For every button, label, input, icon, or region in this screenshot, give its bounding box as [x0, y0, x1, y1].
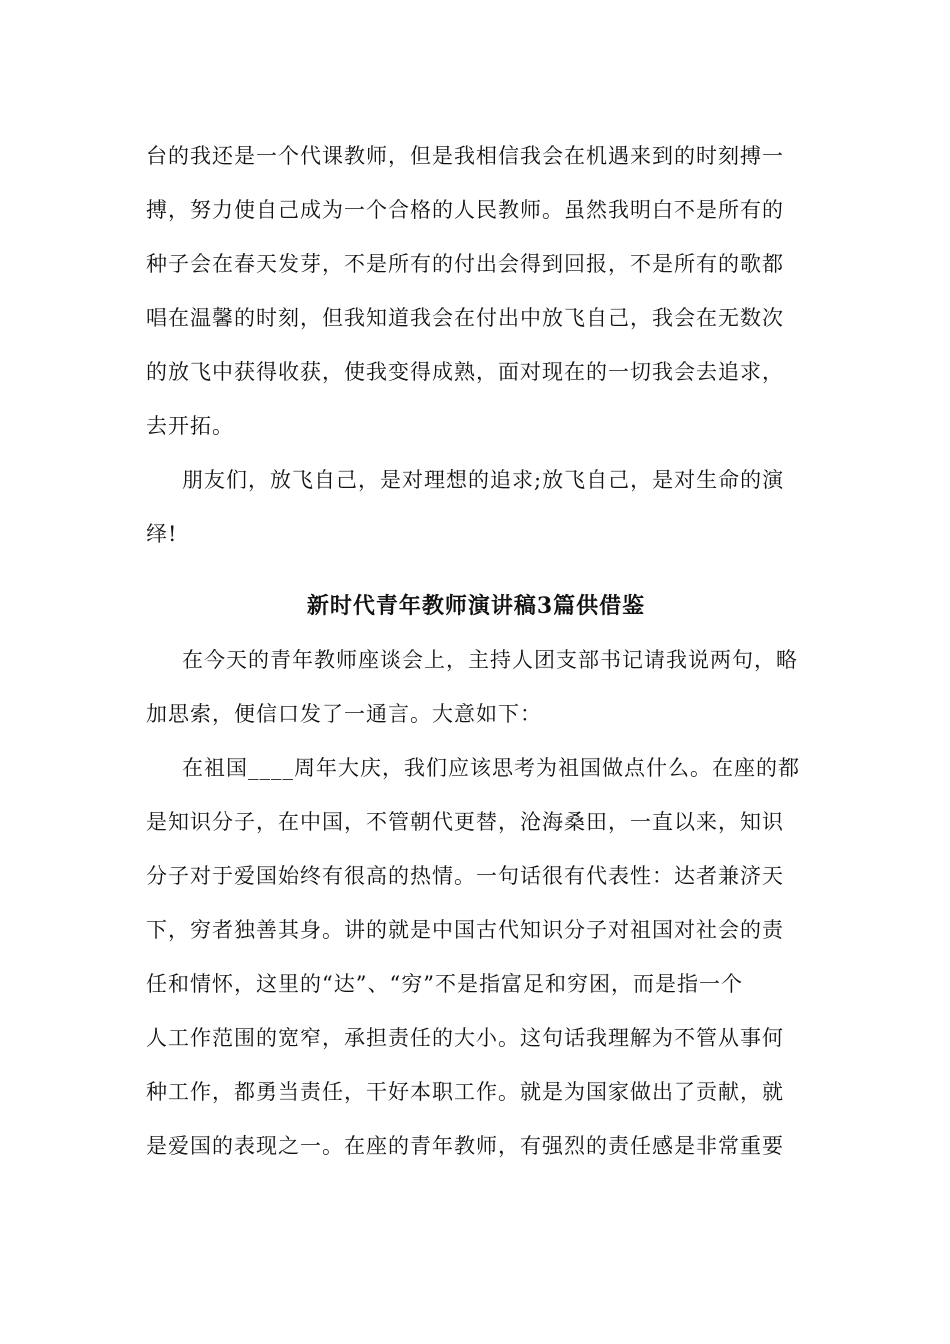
- text-line: 的放飞中获得收获，使我变得成熟，面对现在的一切我会去追求，: [146, 360, 784, 384]
- document-body: [146, 129, 806, 1173]
- paragraph-body: [146, 741, 806, 1173]
- text-line: 是知识分子，在中国，不管朝代更替，沧海桑田，一直以来，知识: [146, 810, 784, 834]
- text-line: 下，穷者独善其身。讲的就是中国古代知识分子对祖国对社会的责: [146, 918, 784, 942]
- text-line: 人工作范围的宽窄，承担责任的大小。这句话我理解为不管从事何: [146, 1026, 784, 1050]
- text-line: 唱在温馨的时刻，但我知道我会在付出中放飞自己，我会在无数次: [146, 306, 784, 330]
- paragraph-closing: [146, 453, 806, 561]
- text-line: 在祖国____周年大庆，我们应该思考为祖国做点什么。在座的都: [182, 756, 800, 780]
- text-line: 分子对于爱国始终有很高的热情。一句话很有代表性：达者兼济天: [146, 864, 784, 888]
- text-line: 台的我还是一个代课教师，但是我相信我会在机遇来到的时刻搏一: [146, 144, 784, 168]
- text-line: 任和情怀，这里的“达”、“穷”不是指富足和穷困，而是指一个: [146, 972, 743, 996]
- text-line: 加思索，便信口发了一通言。大意如下：: [146, 702, 542, 726]
- text-line: 种工作，都勇当责任，干好本职工作。就是为国家做出了贡献，就: [146, 1080, 784, 1104]
- text-line: 朋友们，放飞自己，是对理想的追求;放飞自己，是对生命的演: [182, 468, 785, 492]
- paragraph-continuation: [146, 129, 806, 453]
- text-line: 搏，努力使自己成为一个合格的人民教师。虽然我明白不是所有的: [146, 198, 784, 222]
- text-line: 绎!: [146, 522, 178, 546]
- section-heading: 新时代青年教师演讲稿3篇供借鉴: [306, 593, 646, 619]
- text-line: 种子会在春天发芽，不是所有的付出会得到回报，不是所有的歌都: [146, 252, 784, 276]
- text-line: 去开拓。: [146, 414, 234, 438]
- paragraph-intro: [146, 633, 806, 741]
- text-line: 是爱国的表现之一。在座的青年教师，有强烈的责任感是非常重要: [146, 1134, 784, 1158]
- text-line: 在今天的青年教师座谈会上，主持人团支部书记请我说两句，略: [182, 648, 798, 672]
